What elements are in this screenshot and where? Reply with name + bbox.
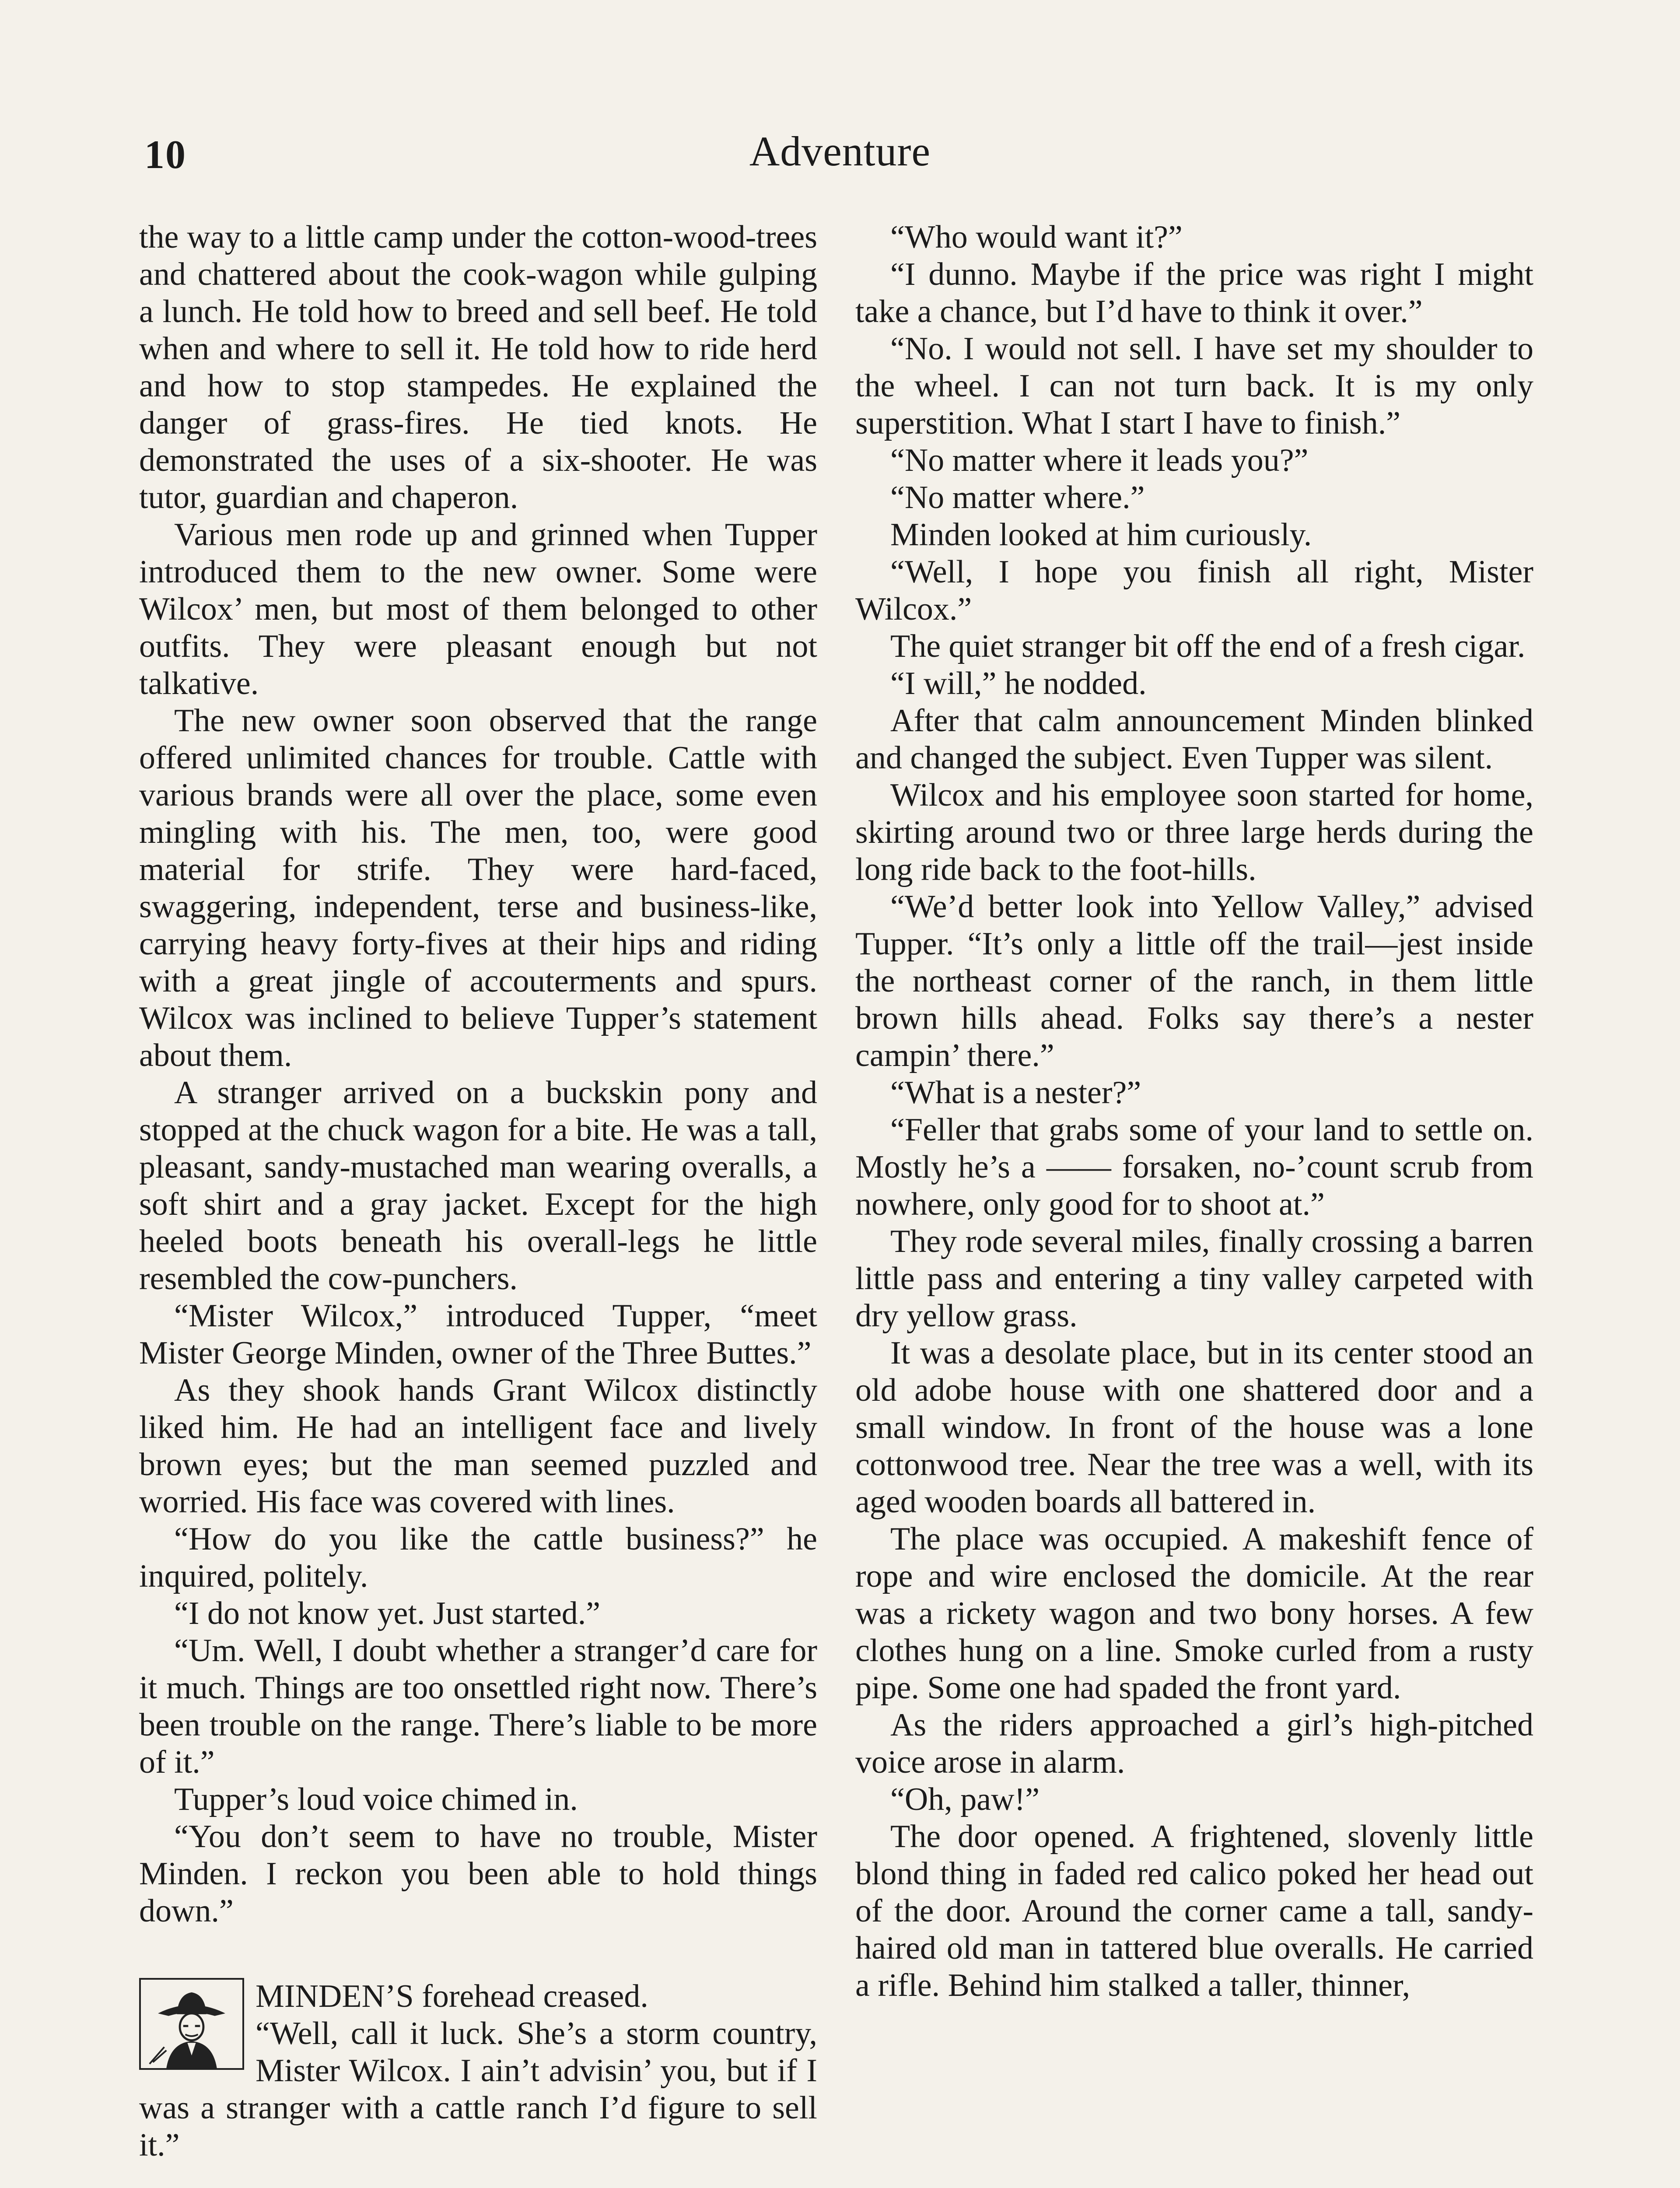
paragraph: “No matter where.” (890, 480, 1145, 515)
paragraph: “Um. Well, I doubt whether a stranger’d care for it much. Things are too onsettled right now. There’s been trouble on the range. There’s liable to be more of it.” (139, 1633, 817, 1780)
paragraph: As they shook hands Grant Wilcox distinctly liked him. He had an intelligent face and lively brown eyes; but the man seemed puzzled and worried. His face was covered with lines. (139, 1372, 817, 1520)
paragraph: A stranger arrived on a buckskin pony and stopped at the chuck wagon for a bite. He was a tall, pleasant, sandy-mustached man wearing overalls, a soft shirt and a gray jacket. Except for the high heeled boots beneath his overall-legs he little resembled the cow-punchers. (139, 1075, 817, 1297)
paragraph: “No matter where it leads you?” (890, 442, 1309, 478)
paragraph: Tupper’s loud voice chimed in. (174, 1781, 578, 1817)
paragraph: “We’d better look into Yellow Valley,” advised Tupper. “It’s only a little off the trail—jest inside the northeast corner of the ranch, in them little brown hills ahead. Folks say there’s a nester campin’ there.” (855, 889, 1533, 1073)
paragraph: As the riders approached a girl’s high-pitched voice arose in alarm. (855, 1707, 1533, 1780)
paragraph: Various men rode up and grinned when Tupper introduced them to the new owner. Some were Wilcox’ men, but most of them belonged to other outfits. They were pleasant enough but not talkative. (139, 517, 817, 701)
paragraph: “I will,” he nodded. (890, 666, 1147, 701)
paragraph: The quiet stranger bit off the end of a fresh cigar. (890, 628, 1526, 664)
right-column (855, 219, 1533, 2004)
paragraph: “Well, I hope you finish all right, Mister Wilcox.” (855, 554, 1533, 627)
running-title: Adventure (749, 128, 931, 175)
paragraph: “No. I would not sell. I have set my shoulder to the wheel. I can not turn back. It is my only superstition. What I start I have to finish.” (855, 331, 1533, 441)
paragraph: It was a desolate place, but in its center stood an old adobe house with one shattered door and a small window. In front of the house was a lone cottonwood tree. Near the tree was a well, with its aged wooden boards all battered in. (855, 1335, 1533, 1520)
paragraph: “I do not know yet. Just started.” (174, 1595, 601, 1631)
cowboy-portrait-icon (139, 1978, 244, 2070)
paragraph: The door opened. A frightened, slovenly little blond thing in faded red calico poked her head out of the door. Around the corner came a tall, sandy-haired old man in tattered blue overalls. He carried a rifle. Behind him stalked a taller, thinner, (855, 1819, 1533, 2003)
paragraph: “You don’t seem to have no trouble, Mister Minden. I reckon you been able to hold things down.” (139, 1819, 817, 1929)
paragraph: “Oh, paw!” (890, 1781, 1040, 1817)
paragraph: Wilcox and his employee soon started for home, skirting around two or three large herds during the long ride back to the foot-hills. (855, 777, 1533, 887)
paragraph: Minden looked at him curiously. (890, 517, 1312, 553)
paragraph: “How do you like the cattle business?” he inquired, politely. (139, 1521, 817, 1594)
paragraph: “Well, call it luck. She’s a storm country, Mister Wilcox. I ain’t advisin’ you, but if I was a stranger with a cattle ranch I’d figure to sell it.” (139, 2016, 817, 2163)
paragraph: “Who would want it?” (890, 219, 1183, 255)
paragraph: After that calm announcement Minden blinked and changed the subject. Even Tupper was silent. (855, 703, 1533, 776)
paragraph: They rode several miles, finally crossing a barren little pass and entering a tiny valley carpeted with dry yellow grass. (855, 1224, 1533, 1334)
paragraph: The place was occupied. A makeshift fence of rope and wire enclosed the domicile. At the rear was a rickety wagon and two bony horses. A few clothes hung on a line. Smoke curled from a rusty pipe. Some one had spaded the front yard. (855, 1521, 1533, 1706)
paragraph: “I dunno. Maybe if the price was right I might take a chance, but I’d have to think it over.” (855, 256, 1533, 330)
paragraph: MINDEN’S forehead creased. (256, 1978, 648, 2014)
paragraph: The new owner soon observed that the range offered unlimited chances for trouble. Cattle with various brands were all over the place, some even mingling with his. The men, too, were good material for strife. They were hard-faced, swaggering, independent, terse and business-like, carrying heavy forty-fives at their hips and riding with a great jingle of accouterments and spurs. Wilcox was inclined to believe Tupper’s statement about them. (139, 703, 817, 1073)
paragraph: “What is a nester?” (890, 1075, 1141, 1111)
paragraph: “Feller that grabs some of your land to settle on. Mostly he’s a —— forsaken, no-’count scrub from nowhere, only good for to shoot at.” (855, 1112, 1533, 1222)
paragraph: the way to a little camp under the cotton-wood-trees and chattered about the cook-wagon while gulping a lunch. He told how to breed and sell beef. He told when and where to sell it. He told how to ride herd and how to stop stampedes. He explained the danger of grass-fires. He tied knots. He demonstrated the uses of a six-shooter. He was tutor, guardian and chaperon. (139, 219, 817, 515)
paragraph: “Mister Wilcox,” introduced Tupper, “meet Mister George Minden, owner of the Three Buttes.” (139, 1298, 817, 1371)
page-number: 10 (144, 132, 186, 177)
left-column (139, 219, 817, 2164)
